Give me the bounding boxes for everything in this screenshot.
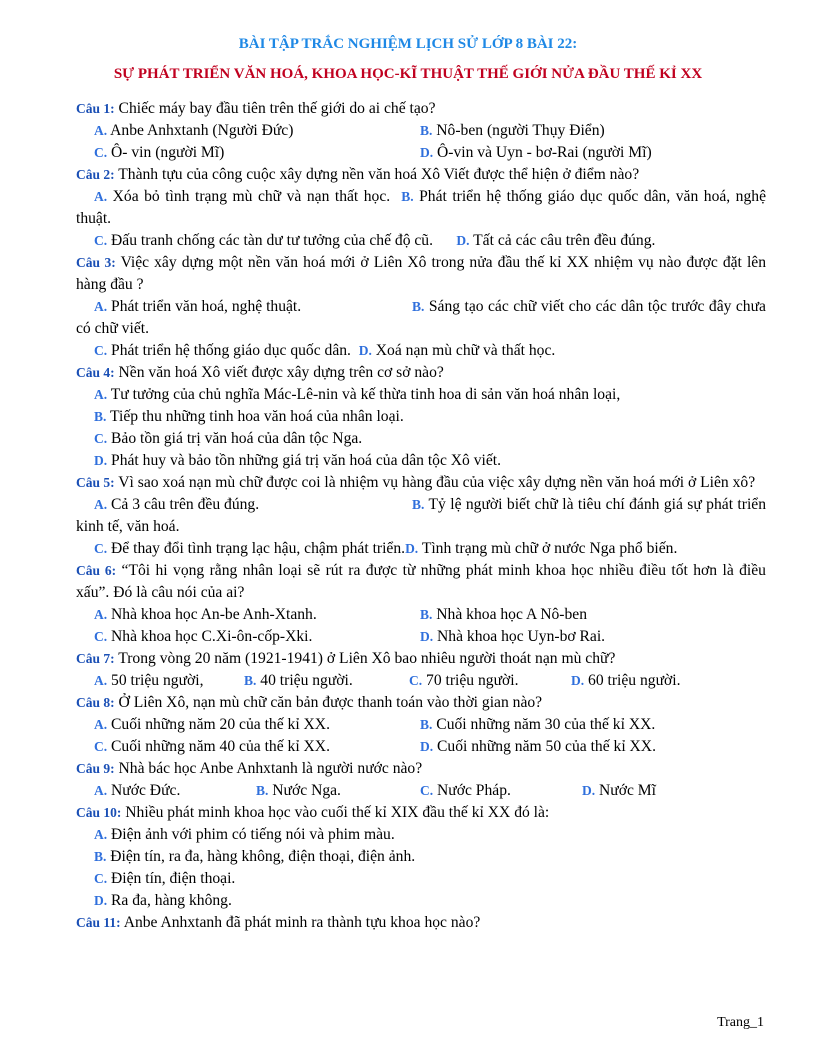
question-2: Câu 2: Thành tựu của công cuộc xây dựng nền văn hoá Xô Viết được thể hiện ở điểm nào? xyxy=(76,166,640,183)
option-row xyxy=(76,494,766,538)
option-row xyxy=(76,736,766,758)
question-7: Câu 7: Trong vòng 20 năm (1921-1941) ở Liên Xô bao nhiêu người thoát nạn mù chữ? xyxy=(76,650,616,667)
option-c: C. Để thay đổi tình trạng lạc hậu, chậm phát triển. xyxy=(94,540,406,557)
option-d: D. 60 triệu người. xyxy=(571,672,681,689)
question-list xyxy=(76,98,766,934)
question-11: Câu 11: Anbe Anhxtanh đã phát minh ra thành tựu khoa học nào? xyxy=(76,914,481,931)
option-b: B. Nô-ben (người Thụy Điển) xyxy=(420,122,605,139)
option-b: B. Điện tín, ra đa, hàng không, điện thoại, điện ảnh. xyxy=(94,848,416,865)
option-b: B. 40 triệu người. xyxy=(244,672,353,689)
option-row xyxy=(76,186,766,230)
option-a: A. Anbe Anhxtanh (Người Đức) xyxy=(94,122,294,139)
option-c: C. Bảo tồn giá trị văn hoá của dân tộc Nga. xyxy=(94,430,363,447)
option-d: D. Phát huy và bảo tồn những giá trị văn hoá của dân tộc Xô viết. xyxy=(94,452,502,469)
option-row xyxy=(76,604,766,626)
option-row xyxy=(76,626,766,648)
option-c: C. Ô- vin (người Mĩ) xyxy=(94,144,225,161)
option-row xyxy=(76,230,766,252)
option-d: D. Ra đa, hàng không. xyxy=(94,892,232,909)
option-b: B. Cuối những năm 30 của thế kỉ XX. xyxy=(420,716,656,733)
question-10: Câu 10: Nhiều phát minh khoa học vào cuối thế kỉ XIX đầu thế kỉ XX đó là: xyxy=(76,804,550,821)
option-row xyxy=(76,120,766,142)
option-d: D. Ô-vin và Uyn - bơ-Rai (người Mĩ) xyxy=(420,144,652,161)
document-title: BÀI TẬP TRẮC NGHIỆM LỊCH SỬ LỚP 8 BÀI 22: xyxy=(238,36,578,52)
option-row xyxy=(76,714,766,736)
option-row xyxy=(76,340,766,362)
option-a: A. Xóa bỏ tình trạng mù chữ và nạn thất học. xyxy=(94,188,391,205)
option-d: D. Cuối những năm 50 của thế kỉ XX. xyxy=(420,738,656,755)
option-d: D. Xoá nạn mù chữ và thất học. xyxy=(358,342,556,359)
option-d: D. Nước Mĩ xyxy=(582,782,657,799)
option-b: B. Nước Nga. xyxy=(256,782,341,799)
option-b: B. Phát triển hệ thống giáo dục quốc dân, văn hoá, nghệ thuật. xyxy=(76,188,766,227)
document-subtitle: SỰ PHÁT TRIỂN VĂN HOÁ, KHOA HỌC-KĨ THUẬT THẾ GIỚI NỬA ĐẦU THẾ KỈ XX xyxy=(113,66,703,82)
option-d: D. Tất cả các câu trên đều đúng. xyxy=(456,232,656,249)
option-c: C. Nhà khoa học C.Xi-ôn-cốp-Xki. xyxy=(94,628,313,645)
question-4: Câu 4: Nền văn hoá Xô viết được xây dựng trên cơ sở nào? xyxy=(76,364,444,381)
option-row xyxy=(76,296,766,340)
option-c: C. Điện tín, điện thoại. xyxy=(94,870,236,887)
option-row xyxy=(76,142,766,164)
question-3: Câu 3: Việc xây dựng một nền văn hoá mới ở Liên Xô trong nửa đầu thế kỉ XX nhiệm vụ nào được đặt lên hàng đầu ? xyxy=(76,254,766,293)
option-b: B. Sáng tạo các chữ viết cho các dân tộc trước đây chưa có chữ viết. xyxy=(76,298,766,337)
option-row xyxy=(76,670,766,692)
option-a: A. 50 triệu người, xyxy=(94,672,204,689)
option-c: C. Phát triển hệ thống giáo dục quốc dân. xyxy=(94,342,351,359)
option-d: D. Tình trạng mù chữ ở nước Nga phổ biến. xyxy=(405,540,678,557)
option-a: A. Nước Đức. xyxy=(94,782,181,799)
option-c: C. Đấu tranh chống các tàn dư tư tưởng của chế độ cũ. xyxy=(94,232,434,249)
question-8: Câu 8: Ở Liên Xô, nạn mù chữ căn bản được thanh toán vào thời gian nào? xyxy=(76,694,543,711)
option-d: D. Nhà khoa học Uyn-bơ Rai. xyxy=(420,628,606,645)
option-row xyxy=(76,538,766,560)
option-a: A. Nhà khoa học An-be Anh-Xtanh. xyxy=(94,606,317,623)
option-a: A. Cả 3 câu trên đều đúng. xyxy=(94,496,260,513)
option-row xyxy=(76,780,766,802)
question-5: Câu 5: Vì sao xoá nạn mù chữ được coi là nhiệm vụ hàng đầu của việc xây dựng nền văn hoá mới ở Liên xô? xyxy=(76,474,756,491)
option-c: C. Cuối những năm 40 của thế kỉ XX. xyxy=(94,738,330,755)
option-a: A. Cuối những năm 20 của thế kỉ XX. xyxy=(94,716,330,733)
option-a: A. Tư tưởng của chủ nghĩa Mác-Lê-nin và kế thừa tinh hoa di sản văn hoá nhân loại, xyxy=(94,386,621,403)
option-b: B. Tiếp thu những tinh hoa văn hoá của nhân loại. xyxy=(94,408,404,425)
question-6: Câu 6: “Tôi hi vọng rằng nhân loại sẽ rút ra được từ những phát minh khoa học nhiều điều tốt hơn là điều xấu”. Đó là câu nói của ai? xyxy=(76,562,766,601)
option-c: C. Nước Pháp. xyxy=(420,782,511,799)
question-1: Câu 1: Chiếc máy bay đầu tiên trên thế giới do ai chế tạo? xyxy=(76,100,436,117)
option-c: C. 70 triệu người. xyxy=(409,672,519,689)
option-a: A. Điện ảnh với phim có tiếng nói và phim màu. xyxy=(94,826,395,843)
question-9: Câu 9: Nhà bác học Anbe Anhxtanh là người nước nào? xyxy=(76,760,423,777)
page-number: Trang_1 xyxy=(717,1015,764,1030)
option-a: A. Phát triển văn hoá, nghệ thuật. xyxy=(94,298,302,315)
option-b: B. Nhà khoa học A Nô-ben xyxy=(420,606,588,623)
option-b: B. Tỷ lệ người biết chữ là tiêu chí đánh giá sự phát triển kinh tế, văn hoá. xyxy=(76,496,766,535)
